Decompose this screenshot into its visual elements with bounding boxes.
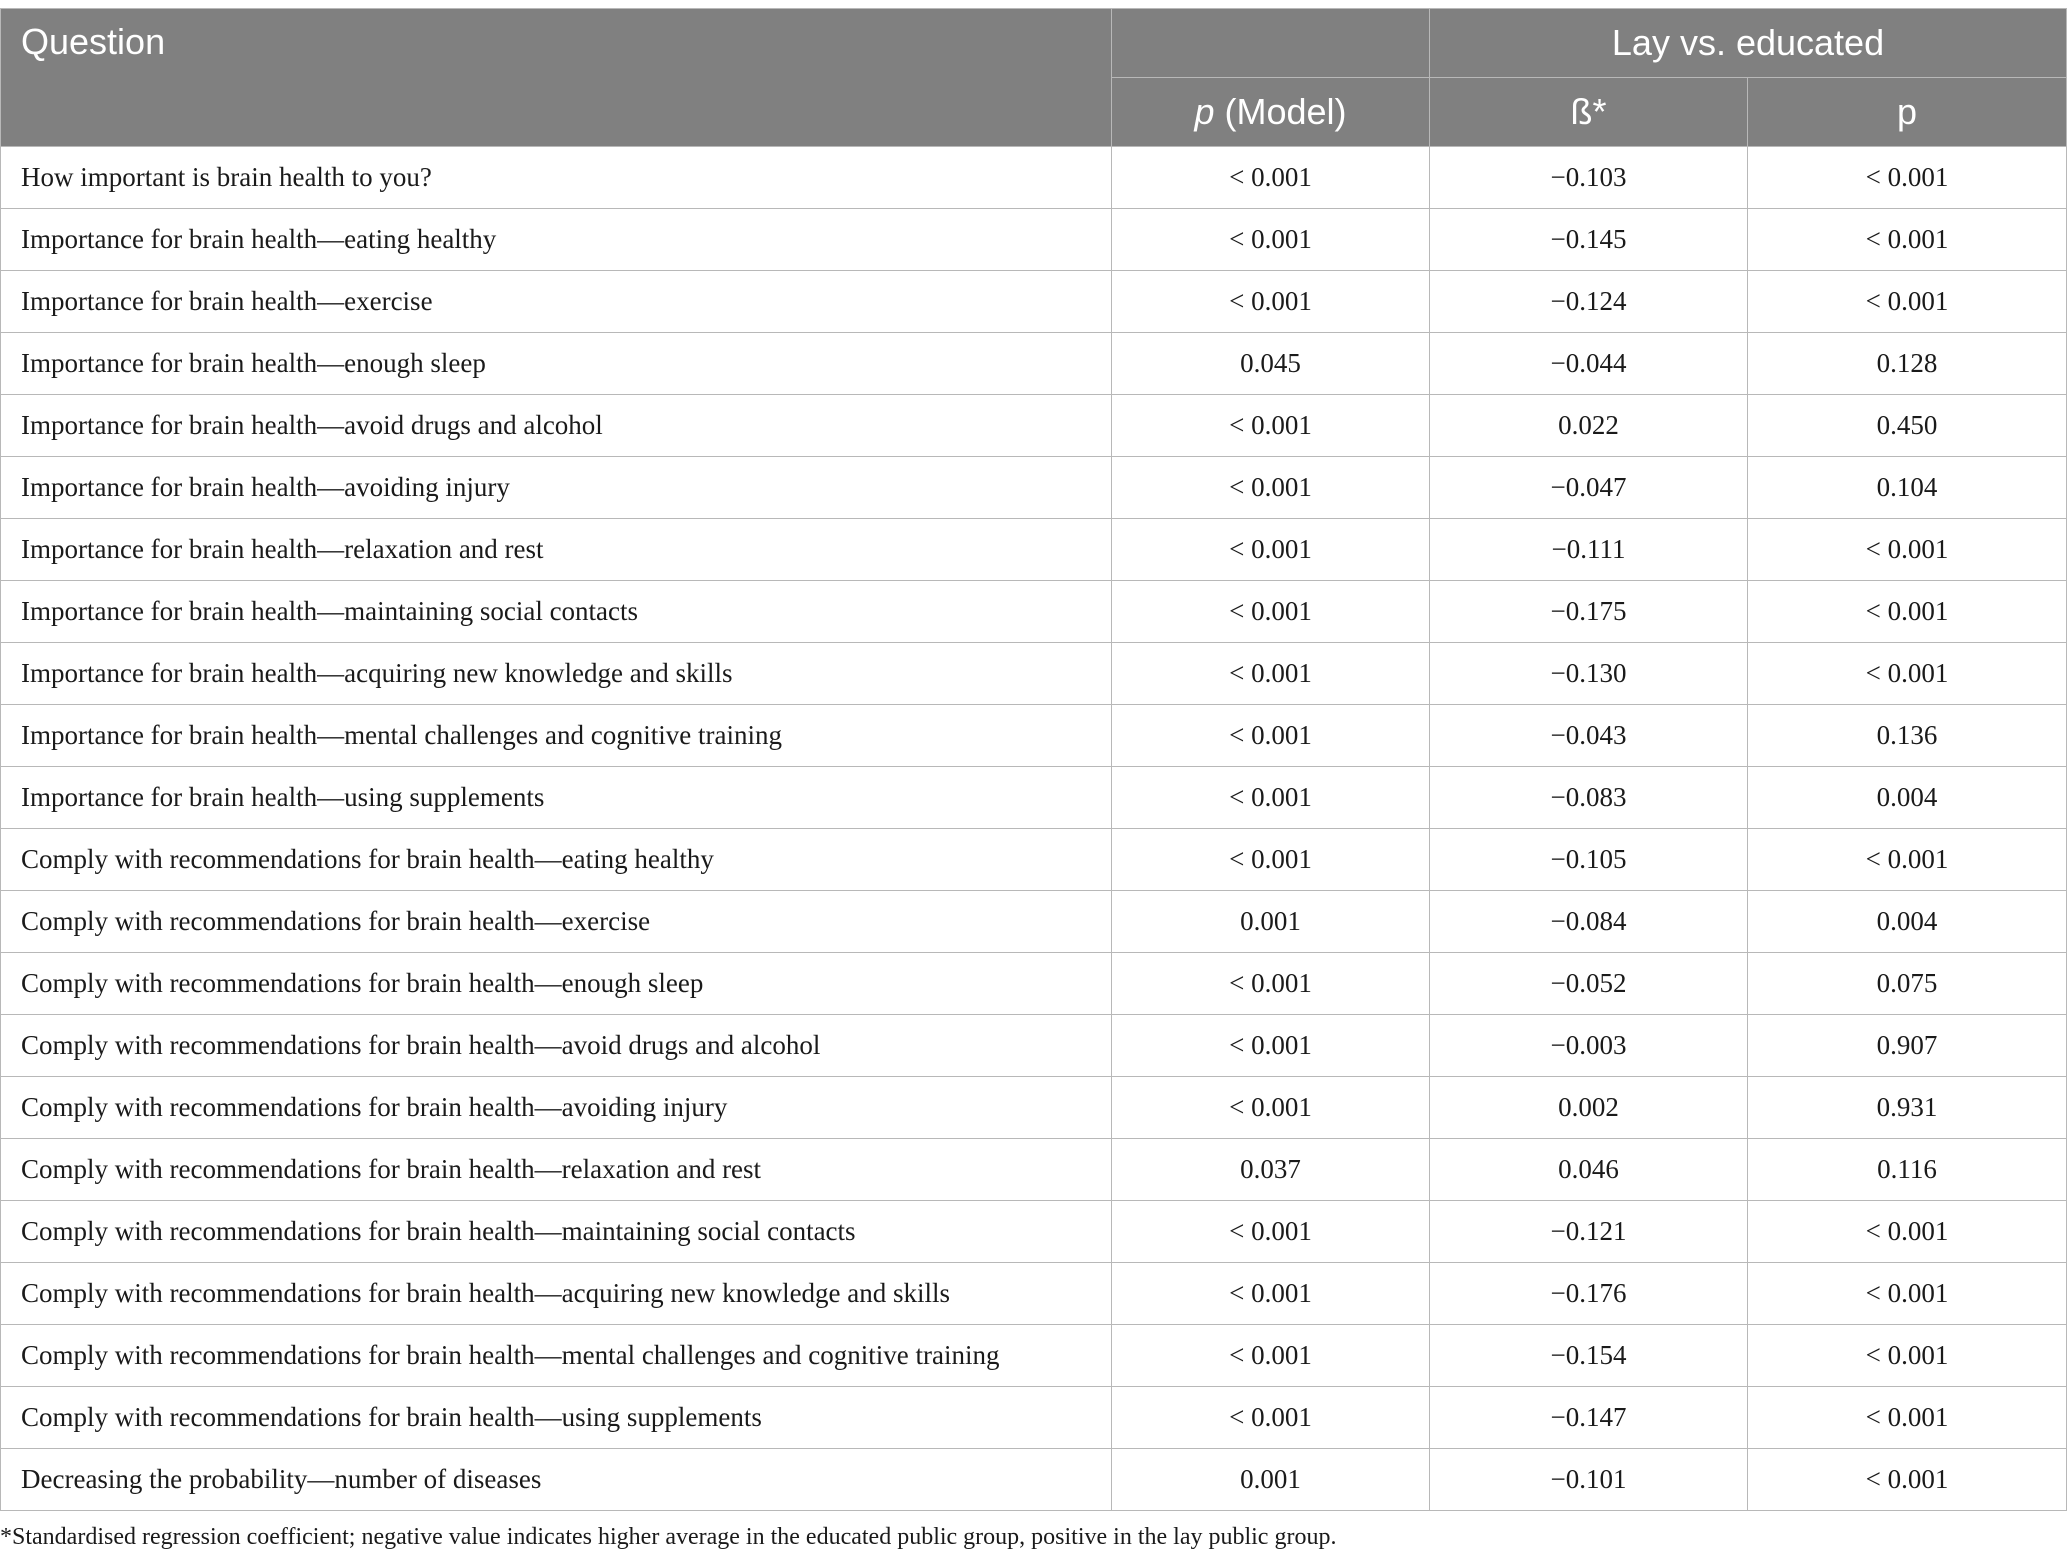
p-value-cell: < 0.001 (1748, 581, 2067, 643)
question-cell: Importance for brain health—maintaining social contacts (1, 581, 1112, 643)
beta-cell: −0.130 (1430, 643, 1748, 705)
beta-cell: −0.084 (1430, 891, 1748, 953)
p-model-cell: < 0.001 (1112, 767, 1430, 829)
table-body (1, 147, 2067, 1511)
beta-cell: 0.022 (1430, 395, 1748, 457)
question-cell: Comply with recommendations for brain health—avoiding injury (1, 1077, 1112, 1139)
header-p-model (1112, 78, 1430, 147)
question-cell: Comply with recommendations for brain health—using supplements (1, 1387, 1112, 1449)
p-value-cell: 0.128 (1748, 333, 2067, 395)
p-model-cell: < 0.001 (1112, 1387, 1430, 1449)
table-footnote: *Standardised regression coefficient; negative value indicates higher average in the educated public group, positive in the lay public group. (0, 1524, 1337, 1550)
p-value-cell: < 0.001 (1748, 1201, 2067, 1263)
p-value-cell: 0.004 (1748, 891, 2067, 953)
table-row (1, 395, 2067, 457)
beta-cell: −0.047 (1430, 457, 1748, 519)
header-group-lay-vs-educated: Lay vs. educated (1430, 9, 2067, 78)
p-value-cell: < 0.001 (1748, 519, 2067, 581)
beta-cell: −0.101 (1430, 1449, 1748, 1511)
question-cell: Comply with recommendations for brain health—enough sleep (1, 953, 1112, 1015)
table-row (1, 1077, 2067, 1139)
beta-cell: −0.175 (1430, 581, 1748, 643)
table-row (1, 953, 2067, 1015)
p-model-cell: < 0.001 (1112, 395, 1430, 457)
beta-cell: 0.002 (1430, 1077, 1748, 1139)
table-row (1, 581, 2067, 643)
table-row (1, 1325, 2067, 1387)
results-table-container (0, 8, 2067, 1511)
table-header (1, 9, 2067, 147)
p-value-cell: < 0.001 (1748, 1449, 2067, 1511)
p-value-cell: 0.075 (1748, 953, 2067, 1015)
p-value-cell: < 0.001 (1748, 271, 2067, 333)
beta-cell: −0.052 (1430, 953, 1748, 1015)
question-cell: Comply with recommendations for brain health—mental challenges and cognitive training (1, 1325, 1112, 1387)
question-cell: Importance for brain health—eating healthy (1, 209, 1112, 271)
question-cell: Comply with recommendations for brain health—relaxation and rest (1, 1139, 1112, 1201)
p-model-cell: < 0.001 (1112, 147, 1430, 209)
p-value-cell: 0.116 (1748, 1139, 2067, 1201)
header-p: p (1748, 78, 2067, 147)
p-model-cell: < 0.001 (1112, 581, 1430, 643)
p-value-cell: < 0.001 (1748, 1325, 2067, 1387)
p-model-cell: < 0.001 (1112, 1325, 1430, 1387)
table-row (1, 891, 2067, 953)
table-row (1, 333, 2067, 395)
p-value-cell: 0.104 (1748, 457, 2067, 519)
beta-cell: −0.111 (1430, 519, 1748, 581)
question-cell: Comply with recommendations for brain health—acquiring new knowledge and skills (1, 1263, 1112, 1325)
p-model-cell: < 0.001 (1112, 519, 1430, 581)
p-value-cell: 0.004 (1748, 767, 2067, 829)
p-model-cell: 0.037 (1112, 1139, 1430, 1201)
beta-cell: −0.121 (1430, 1201, 1748, 1263)
question-cell: Comply with recommendations for brain health—avoid drugs and alcohol (1, 1015, 1112, 1077)
p-model-cell: 0.045 (1112, 333, 1430, 395)
question-cell: Importance for brain health—avoiding injury (1, 457, 1112, 519)
beta-cell: −0.103 (1430, 147, 1748, 209)
question-cell: Comply with recommendations for brain health—maintaining social contacts (1, 1201, 1112, 1263)
beta-cell: −0.003 (1430, 1015, 1748, 1077)
table-row (1, 1201, 2067, 1263)
p-model-cell: < 0.001 (1112, 829, 1430, 891)
question-cell: Decreasing the probability—number of diseases (1, 1449, 1112, 1511)
table-row (1, 767, 2067, 829)
p-value-cell: < 0.001 (1748, 1387, 2067, 1449)
beta-cell: −0.043 (1430, 705, 1748, 767)
p-model-cell: 0.001 (1112, 1449, 1430, 1511)
table-row (1, 1449, 2067, 1511)
results-table (0, 8, 2067, 1511)
p-model-cell: 0.001 (1112, 891, 1430, 953)
p-model-cell: < 0.001 (1112, 271, 1430, 333)
beta-cell: −0.145 (1430, 209, 1748, 271)
beta-cell: 0.046 (1430, 1139, 1748, 1201)
p-model-cell: < 0.001 (1112, 1077, 1430, 1139)
table-row (1, 829, 2067, 891)
beta-cell: −0.154 (1430, 1325, 1748, 1387)
table-row (1, 271, 2067, 333)
table-row (1, 519, 2067, 581)
p-value-cell: 0.450 (1748, 395, 2067, 457)
header-empty-cell (1112, 9, 1430, 78)
table-row (1, 1015, 2067, 1077)
table-row (1, 1139, 2067, 1201)
table-row (1, 457, 2067, 519)
question-cell: Comply with recommendations for brain health—eating healthy (1, 829, 1112, 891)
p-model-cell: < 0.001 (1112, 1015, 1430, 1077)
header-beta: ß* (1430, 78, 1748, 147)
p-value-cell: < 0.001 (1748, 147, 2067, 209)
table-row (1, 643, 2067, 705)
p-value-cell: < 0.001 (1748, 643, 2067, 705)
p-model-cell: < 0.001 (1112, 457, 1430, 519)
table-row (1, 1263, 2067, 1325)
question-cell: Importance for brain health—avoid drugs and alcohol (1, 395, 1112, 457)
header-question: Question (1, 9, 1112, 147)
question-cell: Importance for brain health—acquiring new knowledge and skills (1, 643, 1112, 705)
p-value-cell: < 0.001 (1748, 209, 2067, 271)
question-cell: Importance for brain health—relaxation and rest (1, 519, 1112, 581)
p-model-cell: < 0.001 (1112, 643, 1430, 705)
question-cell: Importance for brain health—mental challenges and cognitive training (1, 705, 1112, 767)
p-model-cell: < 0.001 (1112, 1263, 1430, 1325)
beta-cell: −0.044 (1430, 333, 1748, 395)
question-cell: Importance for brain health—enough sleep (1, 333, 1112, 395)
p-model-cell: < 0.001 (1112, 209, 1430, 271)
question-cell: Comply with recommendations for brain health—exercise (1, 891, 1112, 953)
table-row (1, 1387, 2067, 1449)
table-row (1, 147, 2067, 209)
beta-cell: −0.176 (1430, 1263, 1748, 1325)
question-cell: Importance for brain health—exercise (1, 271, 1112, 333)
p-model-cell: < 0.001 (1112, 705, 1430, 767)
p-model-cell: < 0.001 (1112, 953, 1430, 1015)
p-model-cell: < 0.001 (1112, 1201, 1430, 1263)
header-p-model-symbol: p (1194, 91, 1215, 132)
table-row (1, 209, 2067, 271)
question-cell: Importance for brain health—using supplements (1, 767, 1112, 829)
p-value-cell: 0.931 (1748, 1077, 2067, 1139)
beta-cell: −0.083 (1430, 767, 1748, 829)
table-row (1, 705, 2067, 767)
beta-cell: −0.124 (1430, 271, 1748, 333)
question-cell: How important is brain health to you? (1, 147, 1112, 209)
p-value-cell: 0.907 (1748, 1015, 2067, 1077)
beta-cell: −0.147 (1430, 1387, 1748, 1449)
header-p-model-label: (Model) (1214, 91, 1347, 132)
p-value-cell: < 0.001 (1748, 1263, 2067, 1325)
p-value-cell: 0.136 (1748, 705, 2067, 767)
p-value-cell: < 0.001 (1748, 829, 2067, 891)
beta-cell: −0.105 (1430, 829, 1748, 891)
